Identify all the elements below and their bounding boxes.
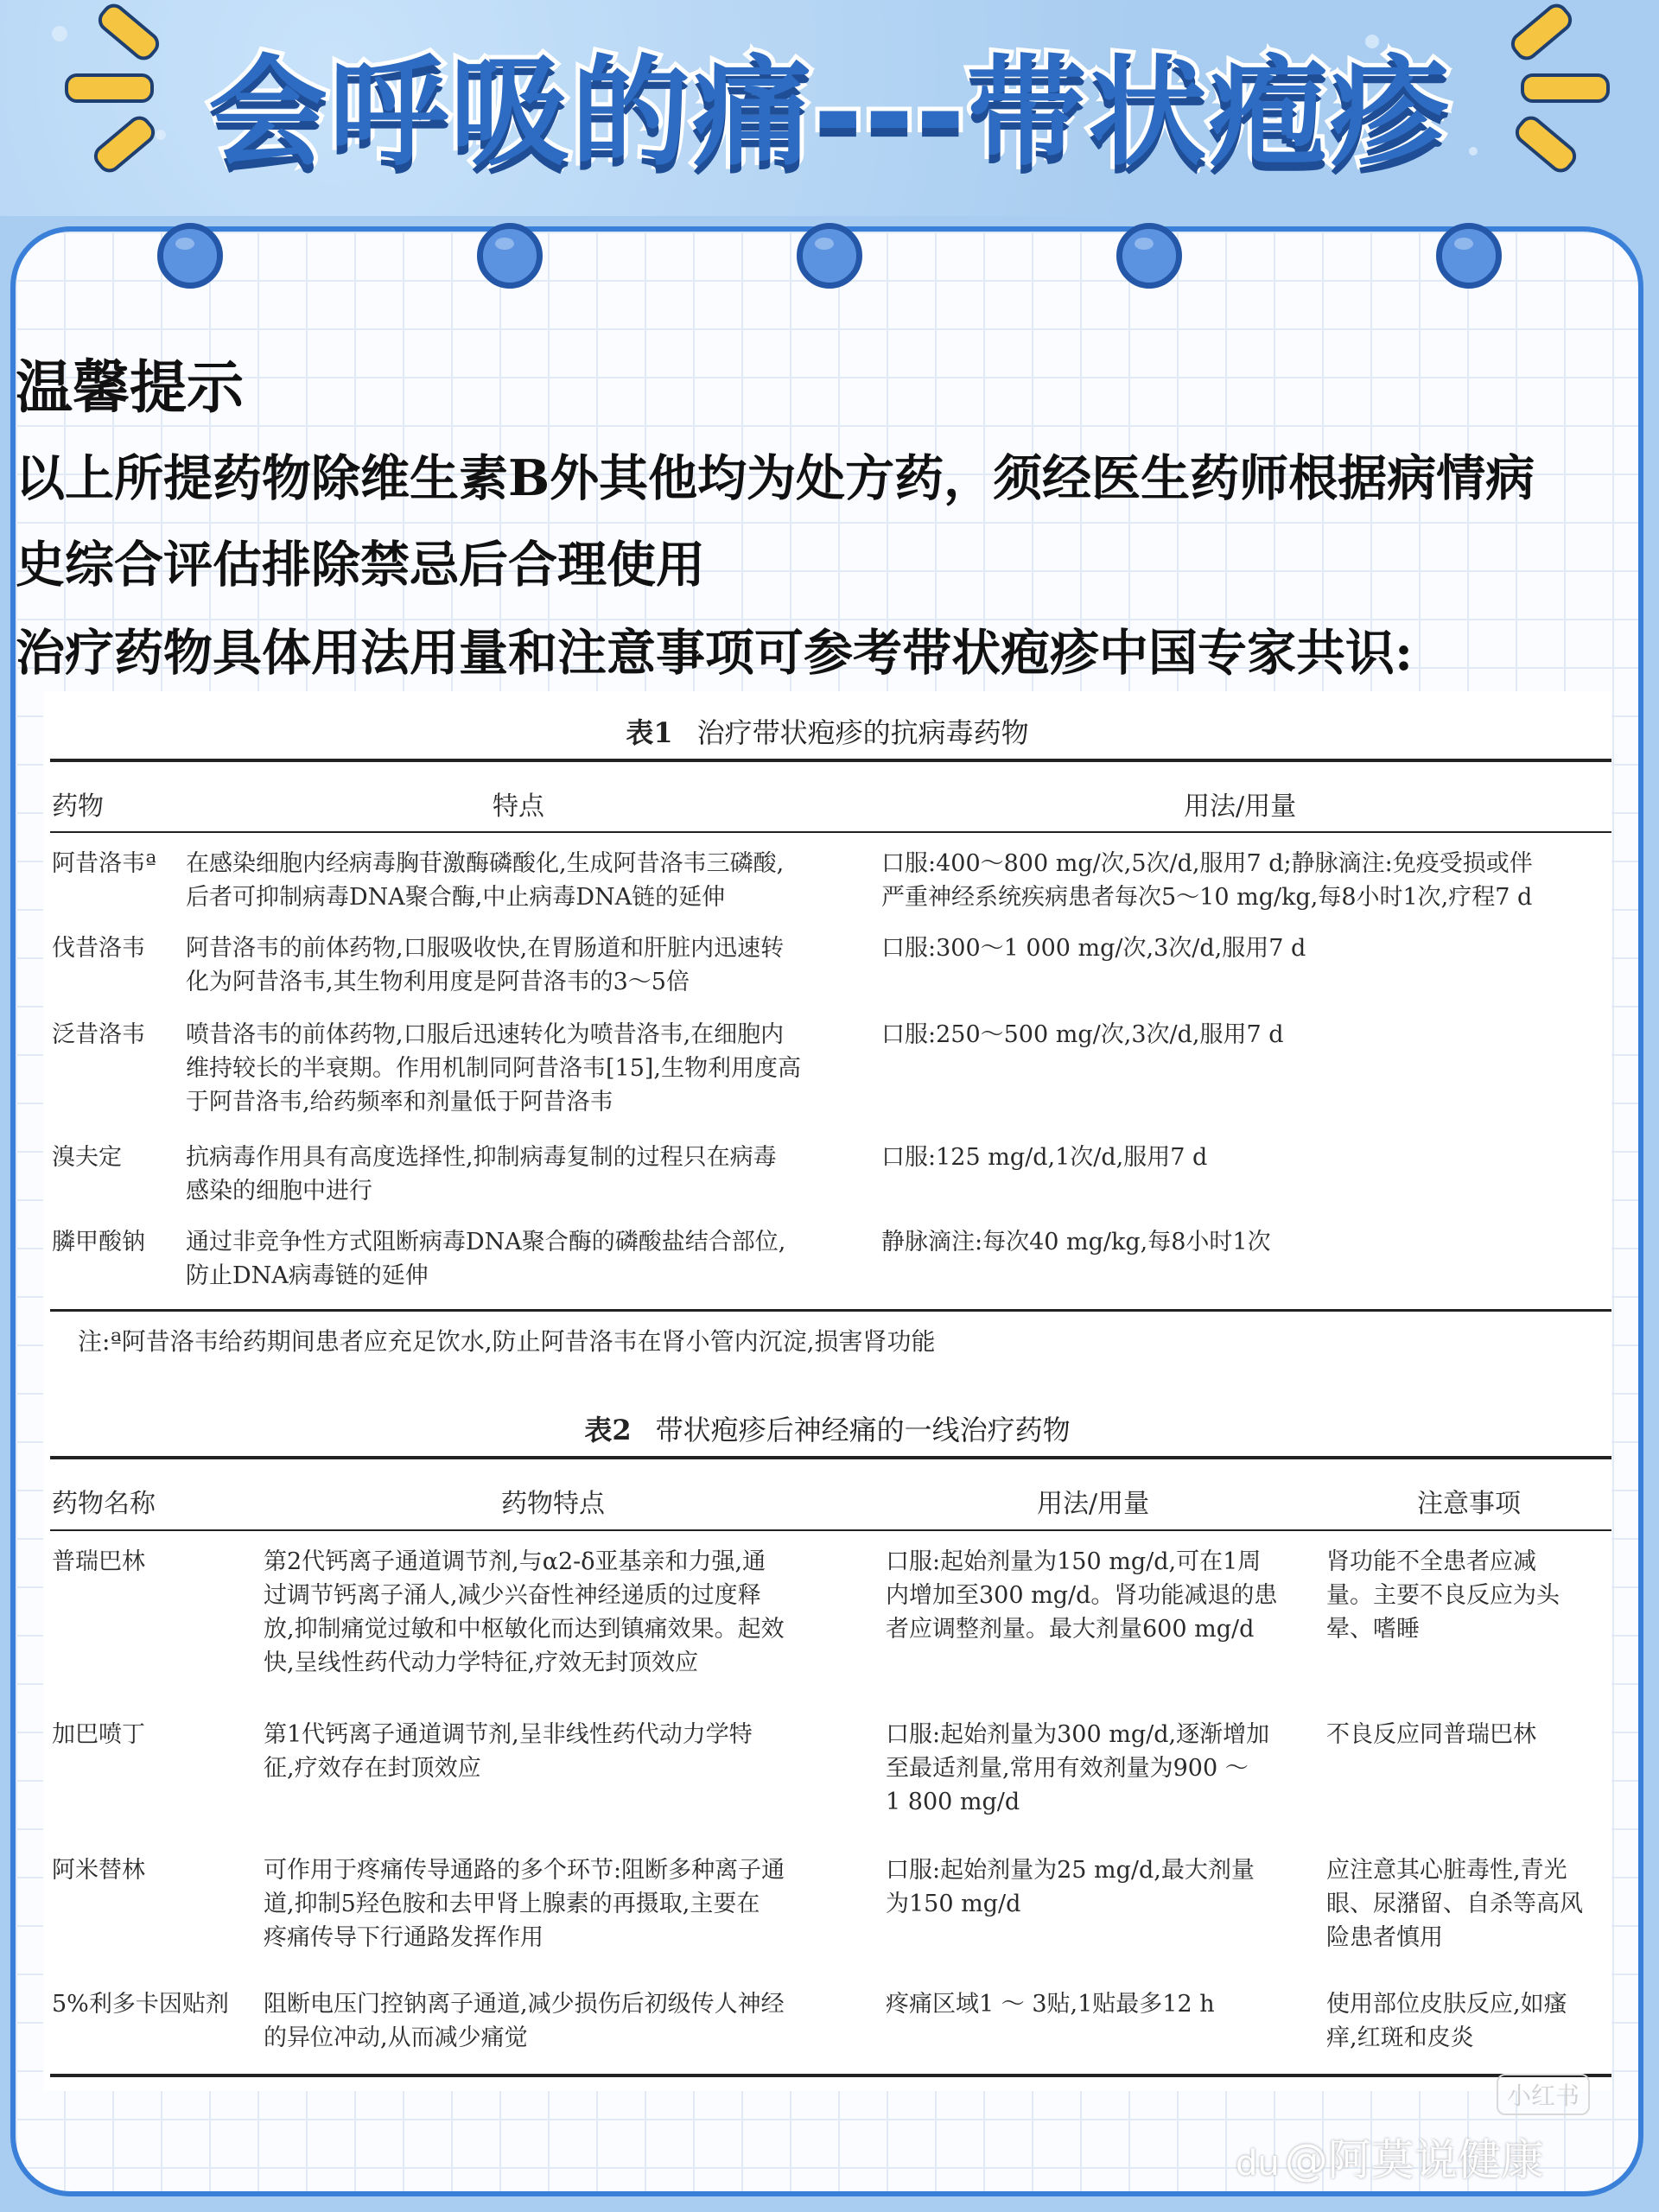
table1-feature: 阿昔洛韦的前体药物,口服吸收快,在胃肠道和肝脏内迅速转 化为阿昔洛韦,其生物利用度是阿昔洛韦的3～5倍	[186, 935, 785, 995]
table2-drug: 加巴喷丁	[52, 1721, 145, 1748]
tip-line: 史综合评估排除禁忌后合理使用	[16, 536, 705, 594]
binder-ring	[157, 223, 223, 289]
table2-usage: 疼痛区域1 ～ 3贴,1贴最多12 h	[886, 1991, 1215, 2018]
table2-title: 带状疱疹后神经痛的一线治疗药物	[655, 1414, 1071, 1446]
binder-ring	[477, 223, 543, 289]
table2-feature: 阻断电压门控钠离子通道,减少损伤后初级传人神经 的异位冲动,从而减少痛觉	[264, 1991, 785, 2051]
table2-notes: 肾功能不全患者应减 量。主要不良反应为头 晕、嗜睡	[1326, 1548, 1560, 1643]
table2-caption	[43, 1408, 1611, 1448]
tip-line: 以上所提药物除维生素B外其他均为处方药，须经医生药师根据病情病	[16, 449, 1535, 507]
table2-usage: 口服:起始剂量为25 mg/d,最大剂量 为150 mg/d	[886, 1857, 1255, 1917]
table1-header-rule	[50, 831, 1611, 833]
binder-ring	[1116, 223, 1182, 289]
table2-drug: 阿米替林	[52, 1857, 145, 1884]
table2-bottom-rule	[50, 2074, 1611, 2077]
table1-drug: 膦甲酸钠	[52, 1229, 145, 1255]
page-title: 会呼吸的痛---带状疱疹	[208, 43, 1451, 182]
table1-title: 治疗带状疱疹的抗病毒药物	[696, 716, 1029, 749]
table1-drug: 泛昔洛韦	[52, 1021, 145, 1048]
table2-notes: 不良反应同普瑞巴林	[1326, 1721, 1536, 1748]
table2-header-usage: 用法/用量	[1037, 1489, 1150, 1519]
table1-usage: 口服:300～1 000 mg/次,3次/d,服用7 d	[881, 935, 1306, 962]
table1-note: 注:ª阿昔洛韦给药期间患者应充足饮水,防止阿昔洛韦在肾小管内沉淀,损害肾功能	[78, 1327, 936, 1356]
table2-notes: 应注意其心脏毒性,青光 眼、尿潴留、自杀等高风 险患者慎用	[1326, 1857, 1583, 1951]
table2-notes: 使用部位皮肤反应,如瘙 痒,红斑和皮炎	[1326, 1991, 1567, 2051]
watermark-badge: 小红书	[1497, 2074, 1590, 2115]
table2-usage: 口服:起始剂量为150 mg/d,可在1周 内增加至300 mg/d。肾功能减退的患 者应调整剂量。最大剂量600 mg/d	[886, 1548, 1278, 1643]
table1-drug: 溴夫定	[52, 1144, 122, 1171]
binder-ring	[1436, 223, 1502, 289]
table1-bottom-rule	[50, 1309, 1611, 1312]
table2-drug: 普瑞巴林	[52, 1548, 145, 1575]
table2-header-feature: 药物特点	[501, 1489, 605, 1519]
binder-ring	[797, 223, 862, 289]
table1-feature: 喷昔洛韦的前体药物,口服后迅速转化为喷昔洛韦,在细胞内 维持较长的半衰期。作用机制同阿昔洛韦[15],生物利用度高 于阿昔洛韦,给药频率和剂量低于阿昔洛韦	[186, 1021, 802, 1116]
table1-feature: 在感染细胞内经病毒胸苷激酶磷酸化,生成阿昔洛韦三磷酸, 后者可抑制病毒DNA聚合酶,中止病毒DNA链的延伸	[186, 850, 785, 911]
tip-line: 治疗药物具体用法用量和注意事项可参考带状疱疹中国专家共识:	[16, 624, 1414, 682]
watermark-author: du @阿莫说健康	[1236, 2135, 1544, 2185]
table1-usage: 口服:125 mg/d,1次/d,服用7 d	[881, 1144, 1208, 1171]
table2-feature: 第2代钙离子通道调节剂,与α2-δ亚基亲和力强,通 过调节钙离子涌人,减少兴奋性神经递质的过度释 放,抑制痛觉过敏和中枢敏化而达到镇痛效果。起效 快,呈线性药代动力学特征,疗效无封顶效应	[264, 1548, 785, 1676]
table2-header-drug: 药物名称	[52, 1489, 156, 1519]
table1-header-feature: 特点	[493, 791, 544, 822]
table1-drug: 阿昔洛韦ª	[52, 850, 156, 877]
tip-heading: 温馨提示	[16, 353, 244, 421]
table2-header-notes: 注意事项	[1417, 1489, 1521, 1519]
table1-usage: 静脉滴注:每次40 mg/kg,每8小时1次	[881, 1229, 1271, 1255]
table2-feature: 第1代钙离子通道调节剂,呈非线性药代动力学特 征,疗效存在封顶效应	[264, 1721, 753, 1782]
table1-feature: 抗病毒作用具有高度选择性,抑制病毒复制的过程只在病毒 感染的细胞中进行	[186, 1144, 777, 1205]
table-image	[43, 691, 1611, 2091]
table1-caption	[43, 711, 1611, 751]
table2-usage: 口服:起始剂量为300 mg/d,逐渐增加 至最适剂量,常用有效剂量为900 ～ 1 800 mg/d	[886, 1721, 1270, 1815]
table2-header-rule	[50, 1529, 1611, 1531]
table1-number: 表1	[626, 716, 673, 749]
table1-top-rule	[50, 759, 1611, 762]
table1-feature: 通过非竞争性方式阻断病毒DNA聚合酶的磷酸盐结合部位, 防止DNA病毒链的延伸	[186, 1229, 786, 1289]
table1-drug: 伐昔洛韦	[52, 935, 145, 962]
header-banner	[0, 0, 1659, 216]
table1-usage: 口服:250～500 mg/次,3次/d,服用7 d	[881, 1021, 1284, 1048]
watermark-logo-icon: du	[1236, 2144, 1280, 2183]
table2-top-rule	[50, 1456, 1611, 1459]
table1-header-drug: 药物	[52, 791, 104, 822]
table2-number: 表2	[584, 1414, 632, 1446]
table1-usage: 口服:400～800 mg/次,5次/d,服用7 d;静脉滴注:免疫受损或伴 严重神经系统疾病患者每次5～10 mg/kg,每8小时1次,疗程7 d	[881, 850, 1533, 911]
table2-drug: 5%利多卡因贴剂	[52, 1991, 229, 2018]
table1-header-usage: 用法/用量	[1184, 791, 1297, 822]
table2-feature: 可作用于疼痛传导通路的多个环节:阻断多种离子通 道,抑制5羟色胺和去甲肾上腺素的再摄取,主要在 疼痛传导下行通路发挥作用	[264, 1857, 785, 1951]
